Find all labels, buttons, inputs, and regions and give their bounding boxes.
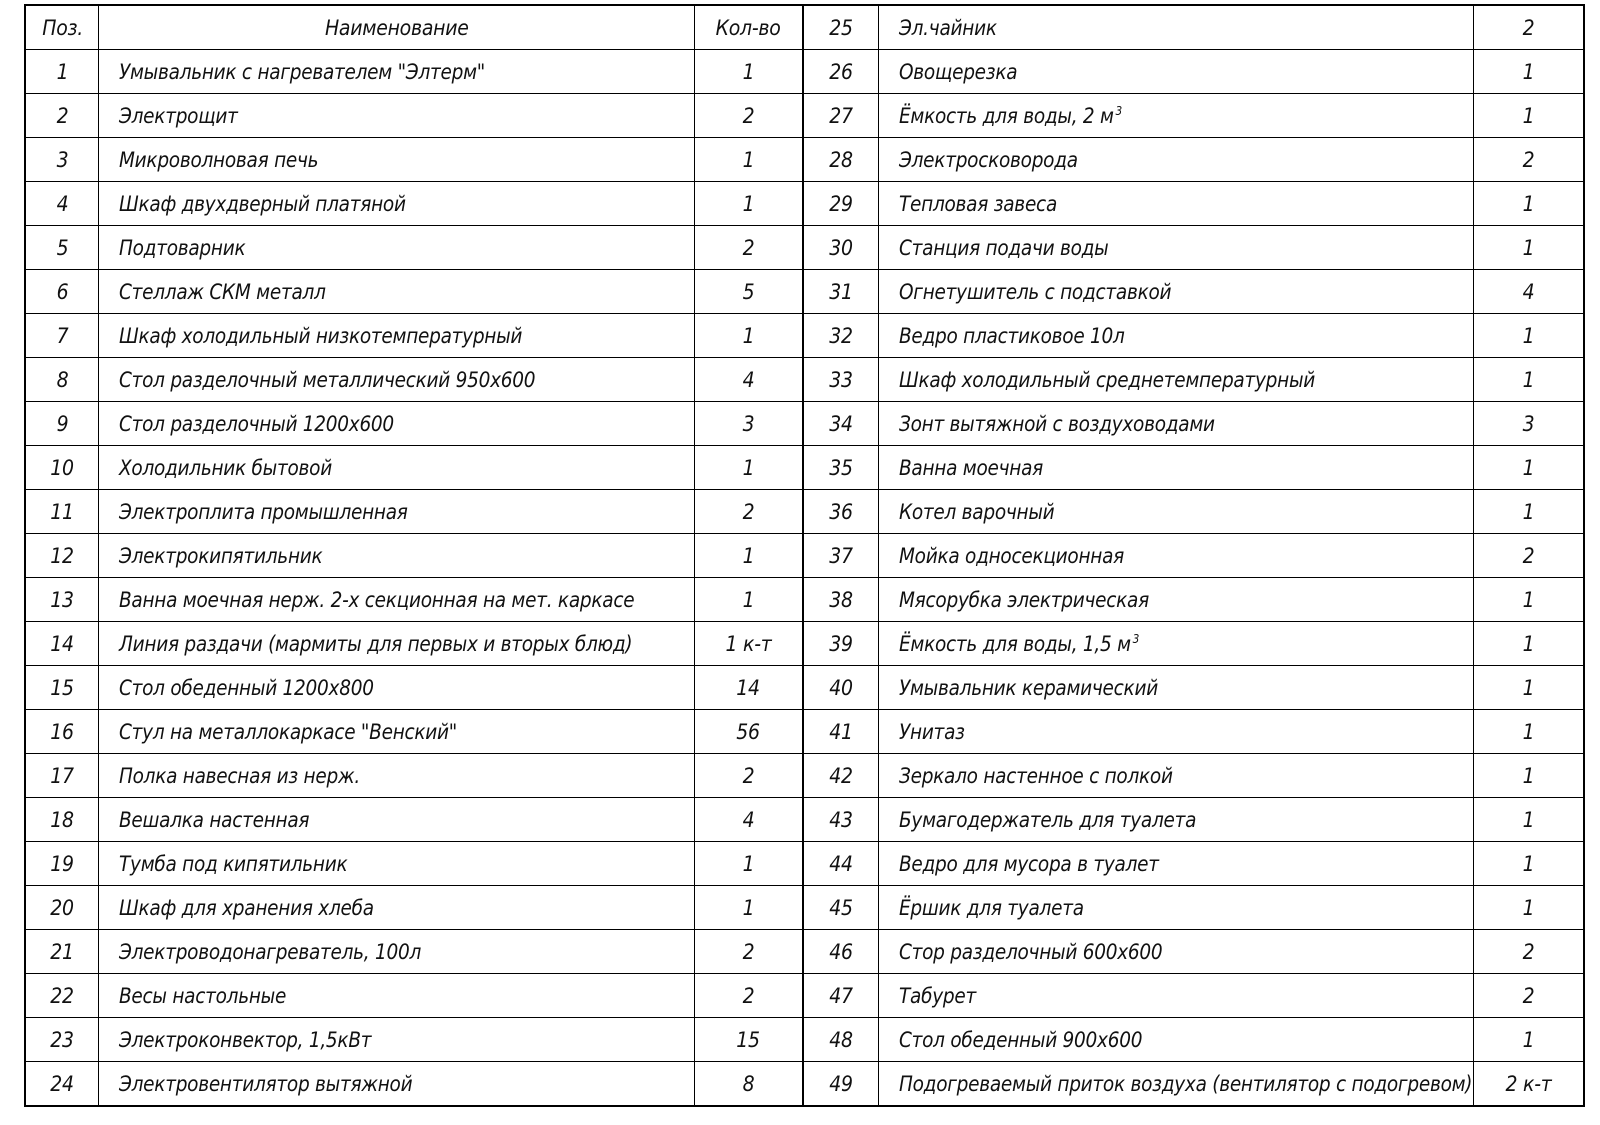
table-row <box>25 490 1584 534</box>
cell-pos: 49 <box>803 1062 879 1107</box>
cell-name: Весы настольные <box>99 974 695 1018</box>
cell-qty: 5 <box>694 270 803 314</box>
cell-qty: 1 <box>1473 622 1584 666</box>
cell-pos: 30 <box>803 226 879 270</box>
cell-pos: 16 <box>25 710 99 754</box>
cell-qty: 4 <box>694 798 803 842</box>
table-row <box>25 974 1584 1018</box>
cell-qty: 1 <box>1473 226 1584 270</box>
table-row <box>25 50 1584 94</box>
cell-pos: 33 <box>803 358 879 402</box>
header-pos: Поз. <box>25 5 99 50</box>
cell-name: Умывальник керамический <box>879 666 1473 710</box>
table-row <box>25 754 1584 798</box>
cell-name: Микроволновая печь <box>99 138 695 182</box>
cell-pos: 17 <box>25 754 99 798</box>
cell-qty: 56 <box>694 710 803 754</box>
cell-qty: 1 <box>694 578 803 622</box>
cell-name: Стол обеденный 900х600 <box>879 1018 1473 1062</box>
cell-pos: 3 <box>25 138 99 182</box>
cell-name: Электрокипятильник <box>99 534 695 578</box>
cell-pos: 21 <box>25 930 99 974</box>
cell-name: Унитаз <box>879 710 1473 754</box>
table-header-row <box>25 5 1584 50</box>
cell-pos: 43 <box>803 798 879 842</box>
header-qty: Кол-во <box>694 5 803 50</box>
header-name: Наименование <box>99 5 695 50</box>
cell-pos: 41 <box>803 710 879 754</box>
cell-name: Электроплита промышленная <box>99 490 695 534</box>
cell-qty: 2 <box>1473 5 1584 50</box>
cell-name: Стол разделочный металлический 950х600 <box>99 358 695 402</box>
cell-pos: 45 <box>803 886 879 930</box>
cell-name: Ёмкость для воды, 1,5 м $^3$ <box>879 622 1473 666</box>
cell-qty: 3 <box>1473 402 1584 446</box>
cell-name: Ванна моечная <box>879 446 1473 490</box>
cell-name: Тумба под кипятильник <box>99 842 695 886</box>
cell-name: Подогреваемый приток воздуха (вентилятор с подогревом) <box>879 1062 1473 1107</box>
cell-name: Электроводонагреватель, 100л <box>99 930 695 974</box>
cell-qty: 2 <box>1473 930 1584 974</box>
cell-pos: 12 <box>25 534 99 578</box>
cell-qty: 1 <box>1473 754 1584 798</box>
cell-qty: 1 <box>694 50 803 94</box>
cell-name: Котел варочный <box>879 490 1473 534</box>
cell-pos: 1 <box>25 50 99 94</box>
cell-pos: 35 <box>803 446 879 490</box>
cell-name: Стор разделочный 600х600 <box>879 930 1473 974</box>
cell-pos: 20 <box>25 886 99 930</box>
cell-pos: 22 <box>25 974 99 1018</box>
cell-pos: 5 <box>25 226 99 270</box>
cell-name: Стол разделочный 1200х600 <box>99 402 695 446</box>
cell-qty: 2 <box>694 754 803 798</box>
cell-name: Мясорубка электрическая <box>879 578 1473 622</box>
table-row <box>25 622 1584 666</box>
cell-qty: 4 <box>694 358 803 402</box>
table-row <box>25 886 1584 930</box>
cell-pos: 28 <box>803 138 879 182</box>
cell-pos: 8 <box>25 358 99 402</box>
table-row <box>25 842 1584 886</box>
cell-qty: 14 <box>694 666 803 710</box>
cell-qty: 1 <box>694 534 803 578</box>
cell-name: Умывальник с нагревателем "Элтерм" <box>99 50 695 94</box>
table-row <box>25 1062 1584 1107</box>
cell-pos: 24 <box>25 1062 99 1107</box>
cell-qty: 2 <box>1473 974 1584 1018</box>
cell-pos: 10 <box>25 446 99 490</box>
cell-name: Ёршик для туалета <box>879 886 1473 930</box>
cell-qty: 1 <box>1473 666 1584 710</box>
cell-qty: 1 <box>1473 578 1584 622</box>
cell-name: Тепловая завеса <box>879 182 1473 226</box>
cell-pos: 4 <box>25 182 99 226</box>
cell-pos: 14 <box>25 622 99 666</box>
cell-qty: 1 <box>1473 446 1584 490</box>
cell-pos: 23 <box>25 1018 99 1062</box>
cell-name: Зонт вытяжной с воздуховодами <box>879 402 1473 446</box>
cell-name: Шкаф двухдверный платяной <box>99 182 695 226</box>
cell-pos: 34 <box>803 402 879 446</box>
cell-pos: 44 <box>803 842 879 886</box>
cell-qty: 1 <box>694 842 803 886</box>
specification-table <box>24 4 1585 1107</box>
cell-qty: 1 <box>694 138 803 182</box>
superscript: 3 <box>1115 103 1123 118</box>
superscript: 3 <box>1132 631 1140 646</box>
table-row <box>25 578 1584 622</box>
cell-qty: 8 <box>694 1062 803 1107</box>
cell-name: Полка навесная из нерж. <box>99 754 695 798</box>
cell-name: Станция подачи воды <box>879 226 1473 270</box>
cell-name: Вешалка настенная <box>99 798 695 842</box>
table-row <box>25 226 1584 270</box>
cell-name: Ведро для мусора в туалет <box>879 842 1473 886</box>
cell-qty: 1 <box>1473 886 1584 930</box>
table-row <box>25 534 1584 578</box>
cell-name: Линия раздачи (мармиты для первых и вторых блюд) <box>99 622 695 666</box>
table-row <box>25 666 1584 710</box>
cell-pos: 19 <box>25 842 99 886</box>
cell-qty: 2 <box>694 490 803 534</box>
cell-qty: 15 <box>694 1018 803 1062</box>
cell-pos: 42 <box>803 754 879 798</box>
cell-name: Подтоварник <box>99 226 695 270</box>
cell-pos: 18 <box>25 798 99 842</box>
cell-qty: 1 <box>1473 182 1584 226</box>
cell-name: Огнетушитель с подставкой <box>879 270 1473 314</box>
cell-pos: 39 <box>803 622 879 666</box>
specification-table-body <box>25 5 1584 1106</box>
cell-qty: 1 <box>1473 50 1584 94</box>
cell-pos: 29 <box>803 182 879 226</box>
table-row <box>25 270 1584 314</box>
cell-pos: 2 <box>25 94 99 138</box>
table-row <box>25 798 1584 842</box>
cell-name: Бумагодержатель для туалета <box>879 798 1473 842</box>
cell-pos: 7 <box>25 314 99 358</box>
cell-qty: 1 к-т <box>694 622 803 666</box>
cell-pos: 9 <box>25 402 99 446</box>
cell-pos: 38 <box>803 578 879 622</box>
cell-name: Электрощит <box>99 94 695 138</box>
table-row <box>25 138 1584 182</box>
cell-name: Стол обеденный 1200х800 <box>99 666 695 710</box>
cell-name: Шкаф холодильный среднетемпературный <box>879 358 1473 402</box>
cell-pos: 40 <box>803 666 879 710</box>
cell-name: Электровентилятор вытяжной <box>99 1062 695 1107</box>
cell-pos: 47 <box>803 974 879 1018</box>
cell-pos: 11 <box>25 490 99 534</box>
cell-name: Шкаф для хранения хлеба <box>99 886 695 930</box>
cell-pos: 48 <box>803 1018 879 1062</box>
cell-qty: 1 <box>1473 358 1584 402</box>
cell-name: Эл.чайник <box>879 5 1473 50</box>
cell-qty: 2 <box>1473 534 1584 578</box>
cell-qty: 4 <box>1473 270 1584 314</box>
table-row <box>25 182 1584 226</box>
cell-qty: 2 <box>694 974 803 1018</box>
cell-name: Зеркало настенное с полкой <box>879 754 1473 798</box>
cell-pos: 6 <box>25 270 99 314</box>
table-row <box>25 314 1584 358</box>
table-row <box>25 358 1584 402</box>
cell-qty: 2 <box>694 226 803 270</box>
cell-pos: 36 <box>803 490 879 534</box>
cell-name: Стеллаж СКМ металл <box>99 270 695 314</box>
table-row <box>25 94 1584 138</box>
cell-qty: 1 <box>1473 314 1584 358</box>
cell-name: Ёмкость для воды, 2 м $^3$ <box>879 94 1473 138</box>
cell-qty: 1 <box>694 446 803 490</box>
cell-name: Холодильник бытовой <box>99 446 695 490</box>
cell-pos: 13 <box>25 578 99 622</box>
cell-qty: 1 <box>694 182 803 226</box>
cell-qty: 1 <box>1473 1018 1584 1062</box>
cell-pos: 26 <box>803 50 879 94</box>
cell-qty: 1 <box>694 314 803 358</box>
cell-qty: 2 <box>694 930 803 974</box>
cell-qty: 1 <box>1473 490 1584 534</box>
table-row <box>25 1018 1584 1062</box>
cell-name: Ванна моечная нерж. 2-х секционная на мет. каркасе <box>99 578 695 622</box>
cell-name: Электроконвектор, 1,5кВт <box>99 1018 695 1062</box>
cell-pos: 15 <box>25 666 99 710</box>
cell-qty: 1 <box>1473 798 1584 842</box>
cell-qty: 1 <box>1473 842 1584 886</box>
cell-name: Табурет <box>879 974 1473 1018</box>
cell-pos: 32 <box>803 314 879 358</box>
cell-qty: 2 <box>694 94 803 138</box>
table-row <box>25 402 1584 446</box>
cell-name: Электросковорода <box>879 138 1473 182</box>
cell-qty: 2 <box>1473 138 1584 182</box>
cell-qty: 1 <box>1473 94 1584 138</box>
cell-pos: 31 <box>803 270 879 314</box>
cell-name: Мойка односекционная <box>879 534 1473 578</box>
cell-pos: 37 <box>803 534 879 578</box>
cell-name: Ведро пластиковое 10л <box>879 314 1473 358</box>
cell-qty: 2 к-т <box>1473 1062 1584 1107</box>
cell-qty: 1 <box>694 886 803 930</box>
table-row <box>25 710 1584 754</box>
cell-pos: 46 <box>803 930 879 974</box>
cell-pos: 25 <box>803 5 879 50</box>
cell-qty: 3 <box>694 402 803 446</box>
cell-pos: 27 <box>803 94 879 138</box>
table-row <box>25 446 1584 490</box>
cell-name: Стул на металлокаркасе "Венский" <box>99 710 695 754</box>
cell-qty: 1 <box>1473 710 1584 754</box>
cell-name: Овощерезка <box>879 50 1473 94</box>
table-row <box>25 930 1584 974</box>
cell-name: Шкаф холодильный низкотемпературный <box>99 314 695 358</box>
